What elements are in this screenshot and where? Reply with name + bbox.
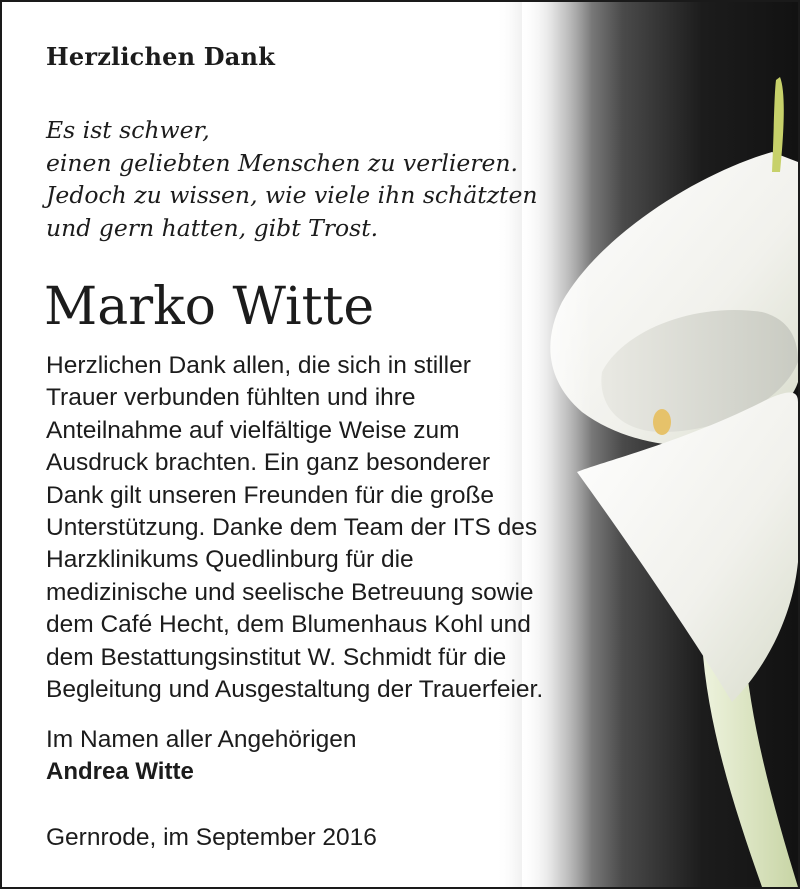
quote-line: Es ist schwer, xyxy=(46,116,210,144)
thank-you-text xyxy=(46,350,543,706)
quote-line: Jedoch zu wissen, wie viele ihn schätzten xyxy=(46,181,538,209)
deceased-name: Marko Witte xyxy=(44,277,375,337)
signature-name: Andrea Witte xyxy=(46,758,194,785)
signature-intro: Im Namen aller Angehörigen xyxy=(46,726,357,753)
memorial-quote xyxy=(46,114,538,244)
body-line: dem Café Hecht, dem Blumenhaus Kohl und xyxy=(46,611,531,639)
notice-heading: Herzlichen Dank xyxy=(46,42,276,71)
body-line: medizinische und seelische Betreuung sowie xyxy=(46,578,534,606)
body-line: Dank gilt unseren Freunden für die große xyxy=(46,481,495,509)
body-line: Ausdruck brachten. Ein ganz besonderer xyxy=(46,449,490,477)
quote-line: einen geliebten Menschen zu verlieren. xyxy=(46,148,519,177)
body-line: Herzlichen Dank allen, die sich in stiller xyxy=(46,352,471,379)
body-line: Unterstützung. Danke dem Team der ITS des xyxy=(46,514,538,542)
body-line: Anteilnahme auf vielfältige Weise zum xyxy=(46,416,460,444)
body-line: Trauer verbunden fühlten und ihre xyxy=(46,384,416,412)
body-line: Harzklinikums Quedlinburg für die xyxy=(46,546,414,574)
quote-line: und gern hatten, gibt Trost. xyxy=(46,213,379,242)
body-line: dem Bestattungsinstitut W. Schmidt für die xyxy=(46,643,507,671)
body-line: Begleitung und Ausgestaltung der Trauerfeier. xyxy=(46,676,544,704)
place-and-date: Gernrode, im September 2016 xyxy=(46,824,377,851)
